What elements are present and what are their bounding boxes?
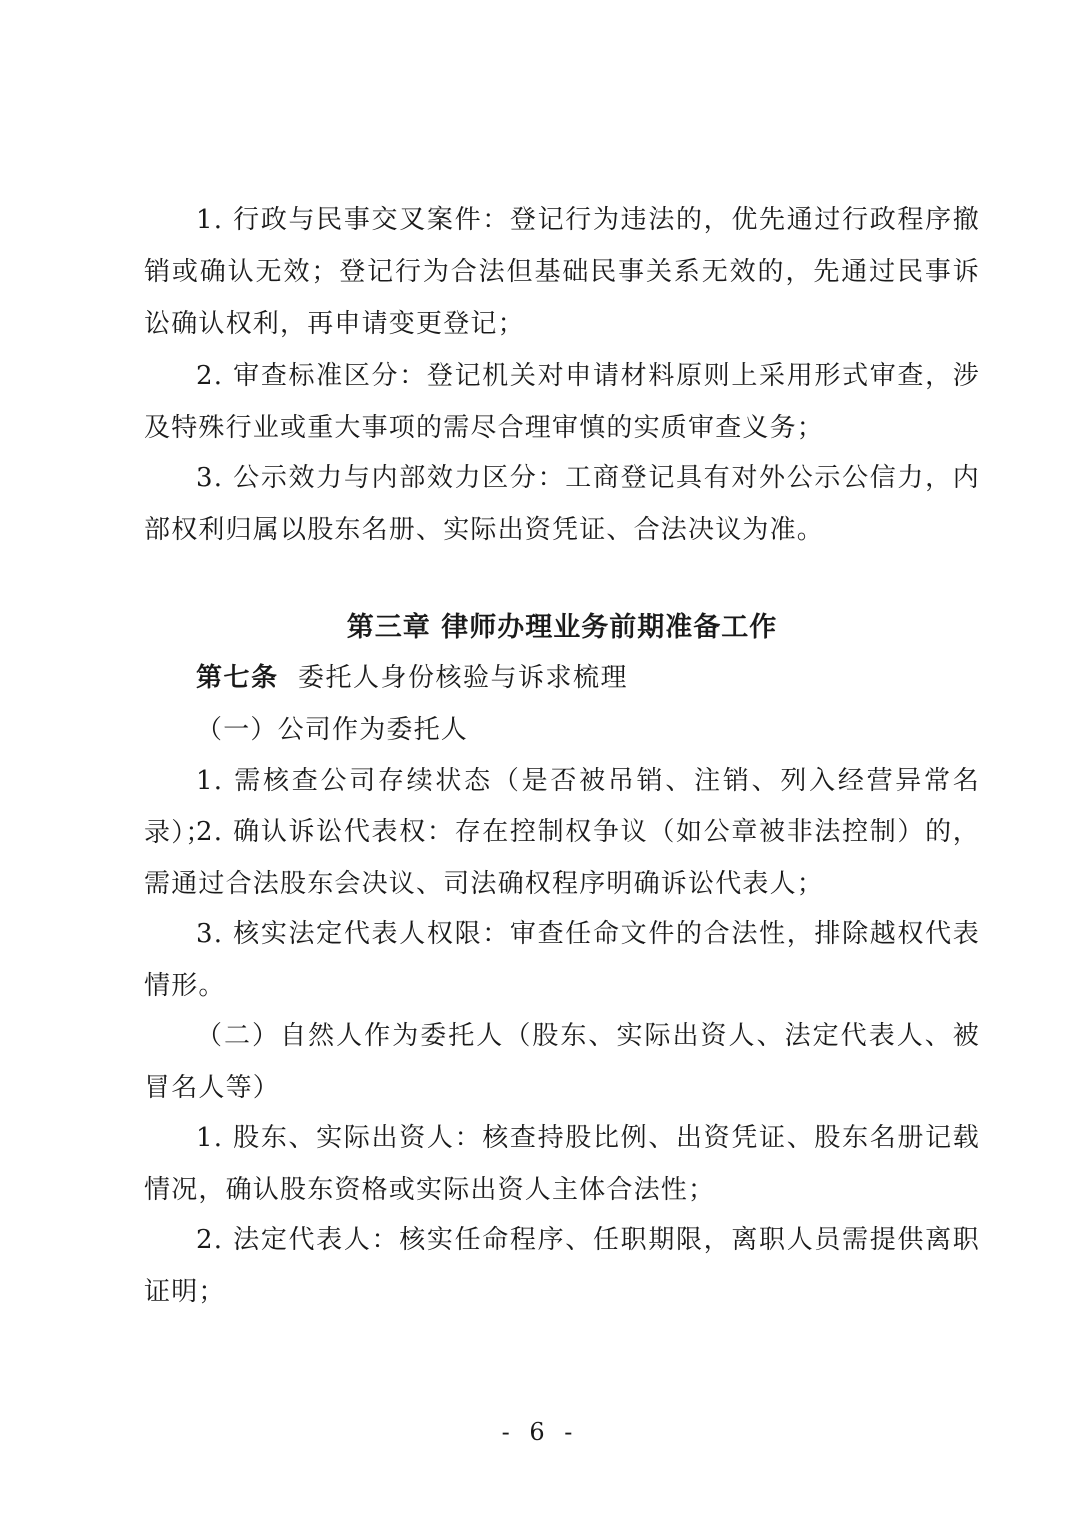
paragraph-shareholder-check: 1. 股东、实际出资人：核查持股比例、出资凭证、股东名册记载情况，确认股东资格或实际出资人主体合法性； (144, 1123, 980, 1205)
article-heading (196, 654, 628, 702)
subsection-company-heading: （一）公司作为委托人 (196, 715, 469, 745)
paragraph-admin-civil-cross: 1. 行政与民事交叉案件：登记行为违法的，优先通过行政程序撤销或确认无效；登记行为合法但基础民事关系无效的，先通过民事诉讼确认权利，再申请变更登记； (144, 205, 980, 339)
chapter-title: 第三章 律师办理业务前期准备工作 (346, 612, 778, 643)
page-number: - 6 - (501, 1418, 579, 1446)
article-title: 委托人身份核验与诉求梳理 (298, 663, 629, 693)
article-number: 第七条 (196, 663, 279, 693)
paragraph-publicity-effect: 3. 公示效力与内部效力区分：工商登记具有对外公示公信力，内部权利归属以股东名册、实际出资凭证、合法决议为准。 (144, 463, 980, 545)
paragraph-litigation-representation: 2. 确认诉讼代表权：存在控制权争议（如公章被非法控制）的，需通过合法股东会决议、司法确权程序明确诉讼代表人； (144, 817, 980, 899)
paragraph-company-status: 1. 需核查公司存续状态（是否被吊销、注销、列入经营异常名录）； (144, 766, 980, 848)
paragraph-review-standard: 2. 审查标准区分：登记机关对申请材料原则上采用形式审查，涉及特殊行业或重大事项的需尽合理审慎的实质审查义务； (144, 361, 980, 443)
subsection-natural-person-heading: （二）自然人作为委托人（股东、实际出资人、法定代表人、被冒名人等） (144, 1021, 980, 1103)
paragraph-legal-representative: 2. 法定代表人：核实任命程序、任职期限，离职人员需提供离职证明； (144, 1225, 980, 1307)
paragraph-legal-rep-authority: 3. 核实法定代表人权限：审查任命文件的合法性，排除越权代表情形。 (144, 919, 980, 1001)
